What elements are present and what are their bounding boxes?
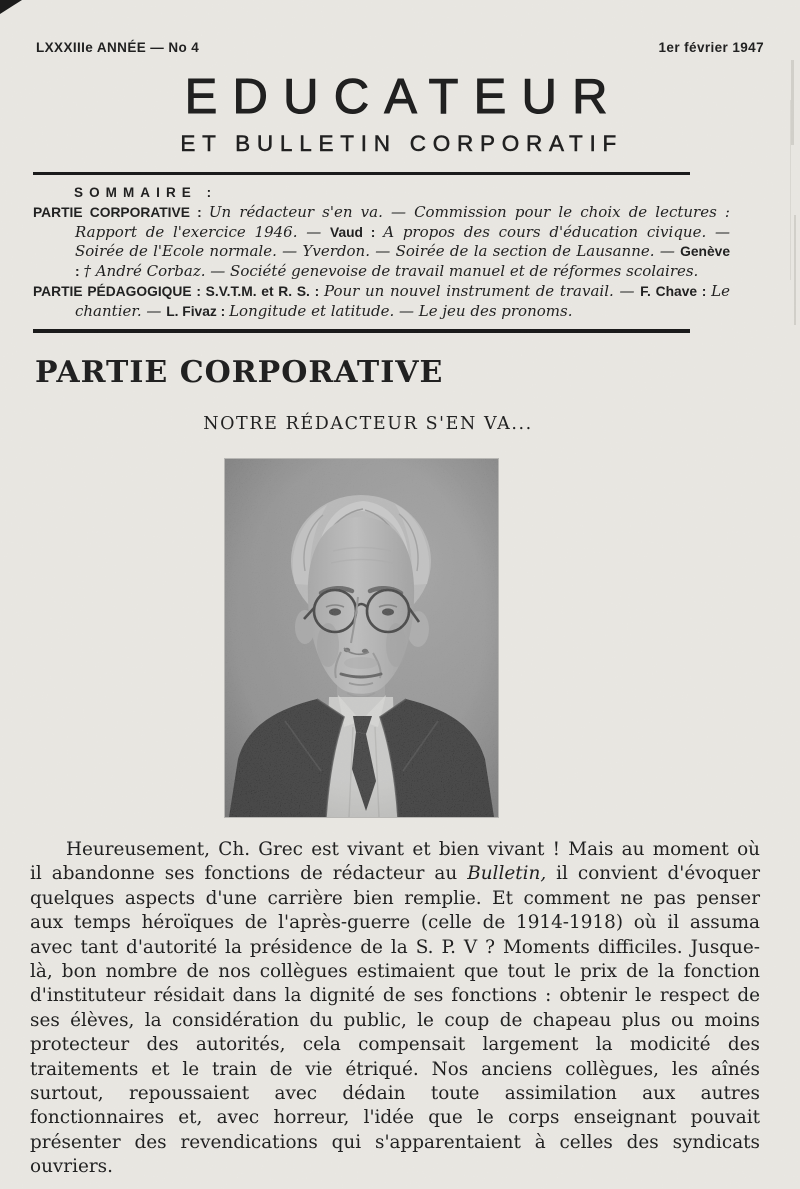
divider-rule-bottom — [33, 329, 690, 333]
photo-grain — [225, 459, 498, 817]
scan-edge-artifact — [790, 100, 791, 280]
sommaire-entry-corporative — [33, 203, 730, 281]
sommaire-heading: SOMMAIRE : — [74, 185, 218, 200]
text-run: † André Corbaz. — Société genevoise de travail manuel et de réformes scolaires. — [83, 261, 699, 280]
portrait-illustration — [225, 459, 498, 817]
text-run: Genève : — [75, 244, 730, 279]
text-run: Longitude et latitude. — Le jeu des pronoms. — [229, 301, 573, 320]
journal-title: EDUCATEUR — [184, 70, 623, 124]
text-run: Un rédacteur s'en va. — Commission pour le choix de lectures : Rapport de l'exercice 1946. — — [75, 203, 730, 241]
issue-date: 1er février 1947 — [658, 40, 764, 55]
scan-edge-artifact — [791, 60, 794, 145]
text-run: Le chantier. — — [75, 282, 730, 320]
sommaire-entry-pedagogique — [33, 282, 730, 321]
masthead — [0, 0, 800, 55]
text-run: F. Chave : — [640, 284, 712, 299]
sommaire-section — [0, 185, 800, 321]
section-heading: PARTIE CORPORATIVE — [35, 355, 444, 390]
text-run: A propos des cours d'éducation civique. — Soirée de l'Ecole normale. — Yverdon. — Soirée de la section de Lausanne. — — [75, 222, 730, 260]
text-run: il convient d'évoquer quelques aspects d'une carrière bien remplie. Et comment ne pas penser aux temps héroïques de l'après-guerre (celle de 1914-1918) où il assuma avec tant d'autorité la présidence de la S. P. V ? Moments difficiles. Jusque-là, bon nombre de nos collègues estimaient que tout le prix de la fonction d'instituteur résidait dans la dignité de ses fonctions : obtenir le respect de ses élèves, la considération du public, le coup de chapeau plus ou moins protecteur des autorités, cela compensait largement la modicité des traitements et le train de vie étriqué. Nos anciens collègues, les aînés surtout, repoussaient avec dédain toute assimilation aux autres fonctionnaires et, avec horreur, l'idée que le corps enseignant pouvait présenter des revendications qui s'apparentaient à celles des syndicats ouvriers. — [30, 863, 760, 1178]
article-paragraph — [30, 838, 760, 1180]
scan-edge-artifact — [794, 215, 796, 325]
text-run: PARTIE PÉDAGOGIQUE : S.V.T.M. et R. S. : — [33, 284, 324, 299]
divider-rule-top — [33, 172, 690, 175]
text-run: PARTIE CORPORATIVE : — [33, 205, 209, 220]
edition-number: LXXXIIIe ANNÉE — No 4 — [36, 40, 200, 55]
article-subheading: NOTRE RÉDACTEUR S'EN VA... — [203, 414, 533, 434]
text-run: L. Fivaz : — [166, 303, 230, 319]
text-run: Vaud : — [330, 224, 384, 240]
portrait-photo — [225, 459, 498, 817]
text-run: Bulletin, — [467, 863, 547, 885]
journal-subtitle: ET BULLETIN CORPORATIF — [180, 131, 624, 156]
text-run: Heureusement, Ch. Grec est vivant et bien vivant ! Mais au moment où il abandonne ses fonctions de rédacteur au — [30, 839, 760, 885]
text-run: Pour un nouvel instrument de travail. — — [323, 282, 641, 300]
